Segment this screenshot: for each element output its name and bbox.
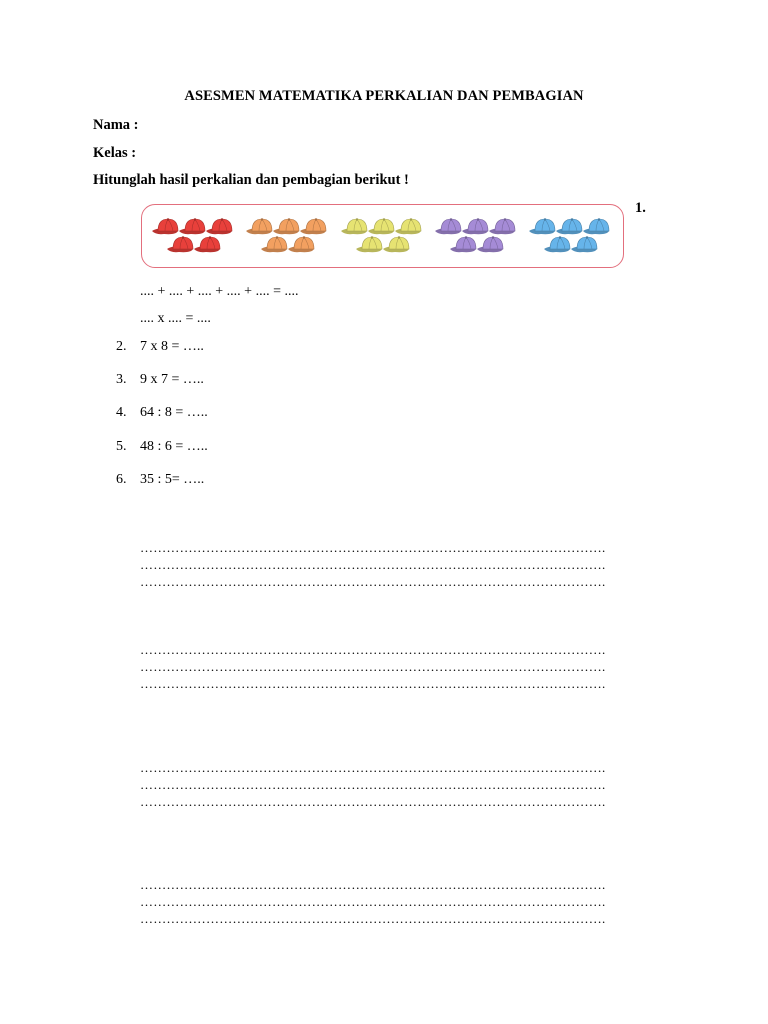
cap-icon [206, 218, 232, 234]
cap-icon [489, 218, 515, 234]
cap-icon [368, 218, 394, 234]
cap-icon [300, 218, 326, 234]
answer-line[interactable]: ……………………………………………………………………………………………. [140, 676, 606, 691]
cap-icon [179, 218, 205, 234]
answer-line[interactable]: ……………………………………………………………………………………………. [140, 540, 606, 555]
page-title: ASESMEN MATEMATIKA PERKALIAN DAN PEMBAGIAN [184, 88, 584, 104]
addition-blank-line: .... + .... + .... + .... + .... = .... [140, 284, 299, 299]
answer-line[interactable]: ……………………………………………………………………………………………. [140, 877, 606, 892]
cap-icon [246, 218, 272, 234]
cap-icon [529, 218, 555, 234]
cap-icon [544, 236, 570, 252]
question-number: 6. [116, 472, 127, 487]
cap-icon [450, 236, 476, 252]
name-label: Nama : [93, 117, 139, 133]
instruction-text: Hitunglah hasil perkalian dan pembagian berikut ! [93, 172, 409, 188]
cap-icon [356, 236, 382, 252]
cap-icon [152, 218, 178, 234]
answer-line[interactable]: ……………………………………………………………………………………………. [140, 894, 606, 909]
answer-line[interactable]: ……………………………………………………………………………………………. [140, 574, 606, 589]
cap-icon [477, 236, 503, 252]
cap-icon [383, 236, 409, 252]
cap-icon [341, 218, 367, 234]
cap-icon [571, 236, 597, 252]
cap-icon [583, 218, 609, 234]
question-1-number: 1. [635, 200, 646, 216]
question-text: 48 : 6 = ….. [140, 439, 208, 454]
cap-icon [288, 236, 314, 252]
cap-icon [261, 236, 287, 252]
question-number: 3. [116, 372, 127, 387]
caps-illustration [142, 205, 623, 267]
answer-line[interactable]: ……………………………………………………………………………………………. [140, 794, 606, 809]
question-number: 4. [116, 405, 127, 420]
question-number: 5. [116, 439, 127, 454]
answer-line[interactable]: ……………………………………………………………………………………………. [140, 642, 606, 657]
question-text: 7 x 8 = ….. [140, 339, 204, 354]
question-number: 2. [116, 339, 127, 354]
cap-icon [273, 218, 299, 234]
answer-line[interactable]: ……………………………………………………………………………………………. [140, 760, 606, 775]
answer-line[interactable]: ……………………………………………………………………………………………. [140, 557, 606, 572]
cap-icon [194, 236, 220, 252]
question-text: 64 : 8 = ….. [140, 405, 208, 420]
caps-illustration-panel [141, 204, 624, 268]
class-label: Kelas : [93, 145, 137, 161]
cap-icon [556, 218, 582, 234]
multiplication-blank-line: .... x .... = .... [140, 311, 211, 326]
answer-line[interactable]: ……………………………………………………………………………………………. [140, 911, 606, 926]
answer-line[interactable]: ……………………………………………………………………………………………. [140, 659, 606, 674]
cap-icon [395, 218, 421, 234]
question-text: 9 x 7 = ….. [140, 372, 204, 387]
cap-icon [435, 218, 461, 234]
answer-line[interactable]: ……………………………………………………………………………………………. [140, 777, 606, 792]
cap-icon [462, 218, 488, 234]
cap-icon [167, 236, 193, 252]
question-text: 35 : 5= ….. [140, 472, 205, 487]
